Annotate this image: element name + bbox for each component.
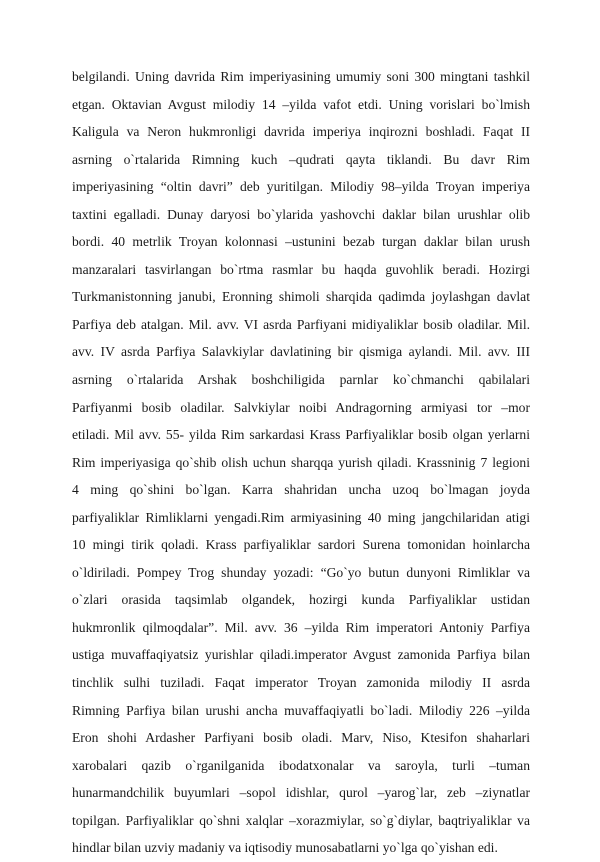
text-line: etiladi. Mil avv. 55- yilda Rim sarkardasi Krass Parfiyaliklar bosib olgan yerlarni — [72, 427, 530, 443]
text-line-last: hindlar bilan uzviy madaniy va iqtisodiy munosabatlarni yo`lga qo`yishan edi. — [72, 840, 498, 856]
text-line: o`zlari orasida taqsimlab olgandek, hozirgi kunda Parfiyaliklar ustidan — [72, 592, 530, 608]
text-line: tinchlik sulhi tuziladi. Faqat imperator Troyan zamonida milodiy II asrda — [72, 675, 530, 691]
text-line: Parfiyanmi bosib oladilar. Salvkiylar noibi Andragorning armiyasi tor –mor — [72, 399, 530, 415]
text-line: avv. IV asrda Parfiya Salavkiylar davlatining bir qismiga aylandi. Mil. avv. III — [72, 344, 530, 360]
text-line: Kaligula va Neron hukmronligi davrida imperiya inqirozni boshladi. Faqat II — [72, 124, 530, 140]
text-line: 4 ming qo`shini bo`lgan. Karra shahridan uncha uzoq bo`lmagan joyda — [72, 482, 530, 498]
text-line: hukmronlik qilmoqdalar”. Mil. avv. 36 –yilda Rim imperatori Antoniy Parfiya — [72, 619, 530, 635]
text-line: taxtini egalladi. Dunay daryosi bo`ylarida yashovchi daklar bilan urushlar olib — [72, 206, 530, 222]
text-line: manzaralari tasvirlangan bo`rtma rasmlar bu haqda guvohlik beradi. Hozirgi — [72, 261, 530, 277]
text-line: Rim imperiyasiga qo`shib olish uchun sharqqa yurish qiladi. Krassninig 7 legioni — [72, 454, 530, 470]
text-line: Rimning Parfiya bilan urushi ancha muvaffaqiyatli bo`ladi. Milodiy 226 –yilda — [72, 702, 530, 718]
text-line: Parfiya deb atalgan. Mil. avv. VI asrda Parfiyani midiyaliklar bosib oladilar. Mil. — [72, 316, 530, 332]
text-line: bordi. 40 metrlik Troyan kolonnasi –ustunini bezab turgan daklar bilan urush — [72, 234, 530, 250]
text-line: imperiyasining “oltin davri” deb yuritilgan. Milodiy 98–yilda Troyan imperiya — [72, 179, 530, 195]
text-line: o`ldiriladi. Pompey Trog shunday yozadi: “Go`yo butun dunyoni Rimliklar va — [72, 564, 530, 580]
text-line: xarobalari qazib o`rganilganida ibodatxonalar va saroyla, turli –tuman — [72, 757, 530, 773]
text-line: Turkmanistonning janubi, Eronning shimoli sharqida qadimda joylashgan davlat — [72, 289, 530, 305]
text-line: etgan. Oktavian Avgust milodiy 14 –yilda vafot etdi. Uning vorislari bo`lmish — [72, 96, 530, 112]
text-line: asrning o`rtalarida Rimning kuch –qudrati qayta tiklandi. Bu davr Rim — [72, 151, 530, 167]
text-line: asrning o`rtalarida Arshak boshchiligida parnlar ko`chmanchi qabilalari — [72, 372, 530, 388]
text-line: topilgan. Parfiyaliklar qo`shni xalqlar –xorazmiylar, so`g`diylar, baqtriyaliklar va — [72, 812, 530, 828]
text-line: belgilandi. Uning davrida Rim imperiyasining umumiy soni 300 mingtani tashkil — [72, 69, 530, 84]
body-paragraph — [72, 63, 530, 862]
text-line: 10 mingi tirik qoladi. Krass parfiyaliklar sardori Surena tomonidan hoinlarcha — [72, 537, 530, 553]
text-line: Eron shohi Ardasher Parfiyani bosib oladi. Marv, Niso, Ktesifon shaharlari — [72, 730, 530, 746]
text-line: parfiyaliklar Rimliklarni yengadi.Rim armiyasining 40 ming jangchilaridan atigi — [72, 509, 530, 525]
text-line: hunarmandchilik buyumlari –sopol idishlar, qurol –yarog`lar, zeb –ziynatlar — [72, 785, 530, 801]
text-line: ustiga muvaffaqiyatsiz yurishlar qiladi.imperator Avgust zamonida Parfiya bilan — [72, 647, 530, 663]
